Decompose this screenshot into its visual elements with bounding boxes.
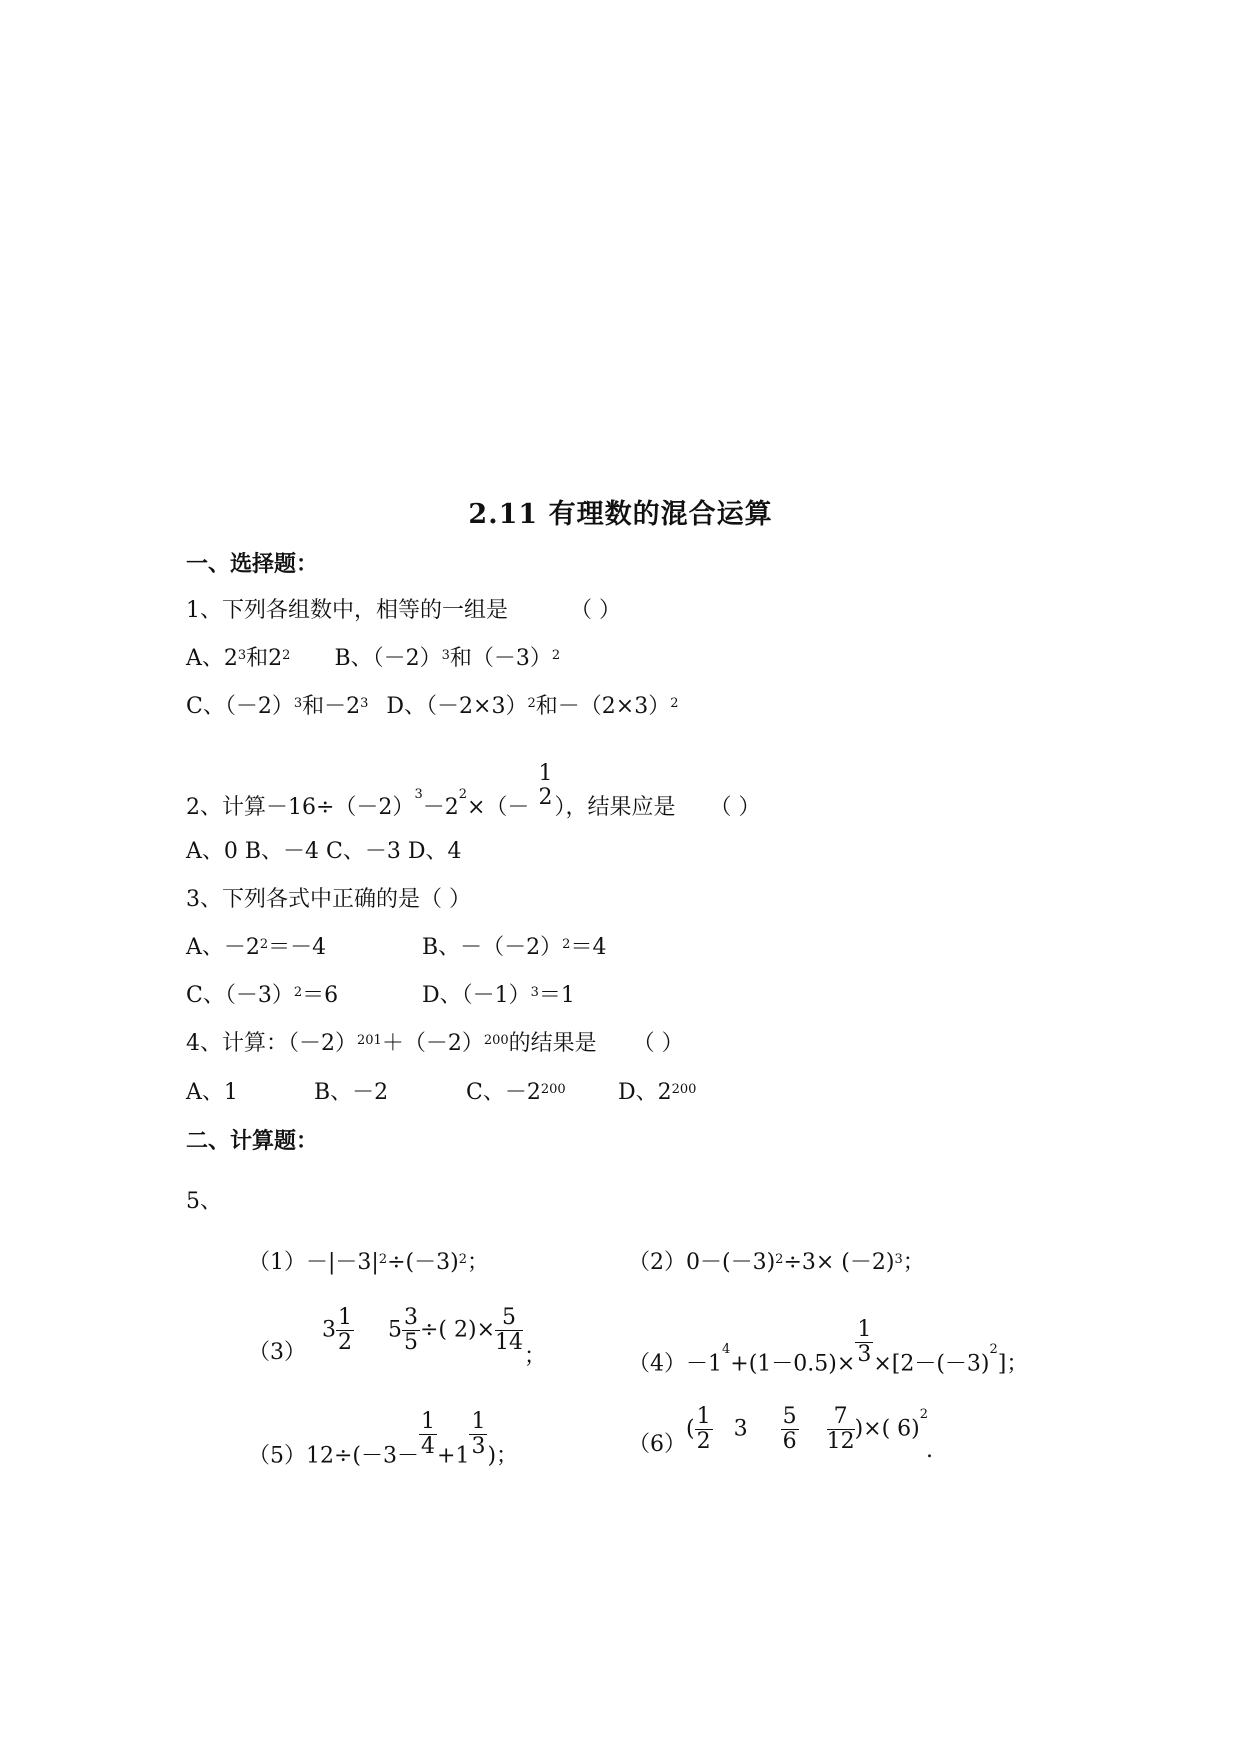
q3-option-b: B、$-(-2)^2=4$ [422,935,607,960]
question-4-stem: 4、计算：$(-2)^{201}+(-2)^{200}$的结果是 （ ） [186,1031,684,1056]
calc-3-fraction-3: $\frac{5}{14}$ [495,1305,524,1355]
calc-item-2: $(2)0-(-3)^2\div 3\times (-2)^3$； [628,1250,925,1275]
calc-3-fraction-2: $\frac{3}{5}$ [404,1305,418,1355]
question-1-stem [186,597,621,625]
q1-answer-paren: （ ） [570,598,621,623]
question-2-options: A、0 B、－4 C、－3 D、4 [186,839,462,864]
calc-item-6-expression: ( $\frac{1}{2}$ 3 $\frac{5}{6}$ $\frac{7}{12}$ )×( 6)$^2$ [686,1404,929,1454]
q1-option-a: A、$2^3$和$2^2$ [186,646,291,671]
question-1-options-ab [186,645,560,673]
q4-option-a: A、1 [186,1080,238,1105]
question-4-options [186,1079,696,1107]
q1-stem-text: 1、下列各组数中，相等的一组是 [186,598,508,623]
calc-6-fraction-4: $\frac{7}{12}$ [826,1404,855,1454]
q1-option-c: C、$(-2)^3$和$-2^3$ [186,694,369,719]
section-heading-choice: 一、选择题： [186,551,319,577]
question-3-stem: 3、下列各式中正确的是（ ） [186,887,471,912]
calc-4-fraction: $\frac{1}{3}$ [857,1317,872,1367]
q4-answer-paren: （ ） [632,1031,684,1056]
calc-item-6-label: （6） [628,1432,686,1457]
calc-item-6-end: . [926,1438,933,1463]
calc-item-5: （5）12÷(－3－ $\frac{1}{4}$ +1 $\frac{1}{3}$ )； [248,1409,519,1469]
question-2-stem: 2、计算$-16\div(-2)^3-2^2\times(-$ 1 2 ），结果应是 （ ） [186,761,761,820]
calc-5-fraction-2: $\frac{1}{3}$ [471,1409,486,1459]
q1-option-b: B、$(-2)^3$和$(-3)^2$ [334,646,561,671]
question-3-options-cd [186,982,575,1010]
page-title: 2.11 有理数的混合运算 [468,499,773,530]
calc-3-fraction-1: $\frac{1}{2}$ [338,1305,352,1355]
calc-item-1: $(1)-|-3|^2\div(-3)^2$； [248,1250,490,1275]
q1-option-d: D、$(-2\times 3)^2$和$-(2\times 3)^2$ [386,694,679,719]
calc-item-3-expression: 3 $\frac{1}{2}$ 5 $\frac{3}{5}$ ÷( 2)× $\frac{5}{14}$ [322,1305,524,1355]
question-5-label: 5、 [186,1189,222,1214]
calc-item-3-end: ； [524,1344,547,1369]
calc-item-4: $(4)-1^4+(1-0.5)\times$ $\frac{1}{3}$ $\times[2-(-3)^2]$； [628,1317,1029,1377]
question-3-options-ab [186,934,606,962]
q3-option-a: A、$-2^2=-4$ [186,935,327,960]
section-heading-calc: 二、计算题： [186,1128,319,1154]
q4-option-d: D、$2^{200}$ [618,1080,697,1105]
question-1-options-cd [186,693,678,721]
calc-6-fraction-1: $\frac{1}{2}$ [696,1404,711,1454]
calc-item-3-label: （3） [248,1340,306,1365]
q3-option-c: C、$(-3)^2=6$ [186,983,339,1008]
q4-option-c: C、$-2^{200}$ [466,1080,566,1105]
q3-option-d: D、$(-1)^3=1$ [422,983,575,1008]
q2-answer-paren: （ ） [709,795,761,820]
q2-fraction: 1 2 [538,761,553,810]
q4-option-b: B、－2 [314,1080,389,1105]
calc-5-fraction-1: $\frac{1}{4}$ [421,1409,436,1459]
calc-6-fraction-3: $\frac{5}{6}$ [782,1404,797,1454]
